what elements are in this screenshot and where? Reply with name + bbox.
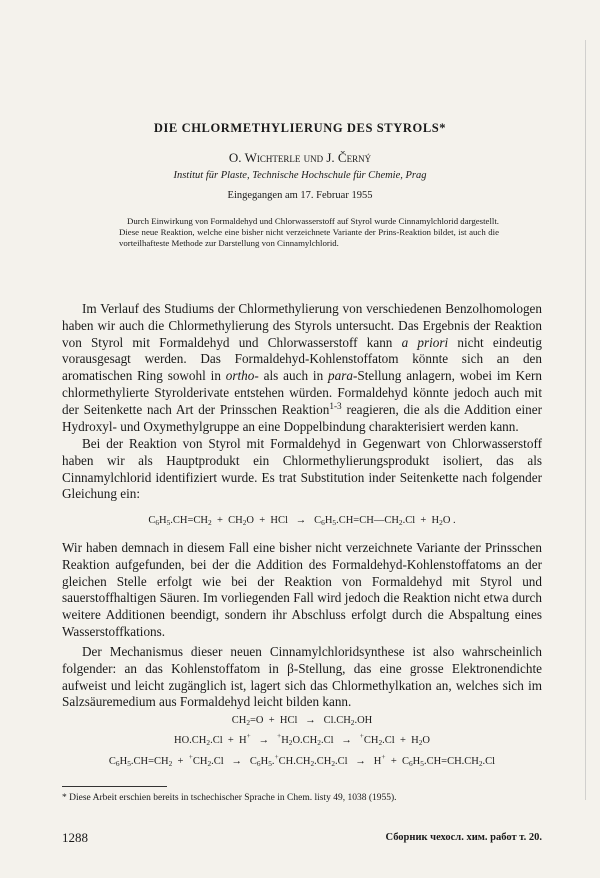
- equation-1: $C_6H_5.CH=CH_2 + CH_2O$ + HCl → $C_6H_5.CH=CH—CH_2.Cl + H_2O$ .: [148, 515, 456, 527]
- page-number: 1288: [62, 830, 88, 845]
- authors: O. Wichterle und J. Černý: [228, 150, 372, 165]
- received-date: Eingegangen am 17. Februar 1955: [227, 190, 373, 201]
- article-title: DIE CHLORMETHYLIERUNG DES STYROLS*: [153, 121, 447, 135]
- footnote: * Diese Arbeit erschien bereits in tschechischer Sprache in Chem. listy 49, 1038 (1955).: [62, 793, 397, 803]
- equation-4: $C_6H_5.CH=CH_2 + ^+CH_2.Cl \to C_6H_5.^+CH.CH_2.CH_2.Cl \to H^+ + C_6H_5.CH=CH.CH_2.Cl$: [108, 752, 496, 768]
- paragraph-2: Bei der Reaktion von Styrol mit Formaldehyd in Gegenwart von Chlorwasserstoff haben wir als Hauptprodukt ein Chlormethylierungsprodukt isoliert, das als Cinnamylchlorid identifiziert wurde. Es trat Substitution inder Seitenkette nach folgender Gleichung ein:: [62, 436, 542, 502]
- journal-reference: Сборник чехосл. хим. работ т. 20.: [385, 832, 542, 843]
- paragraph-4: Der Mechanismus dieser neuen Cinnamylchloridsynthese ist also wahrscheinlich folgender: an das Kohlenstoffatom in β-Stellung, das eine grosse Elektronendichte aufweist und leicht zugänglich ist, lagert sich das Chlormethylkation an, welches sich im Salzsäuremedium aus Formaldehyd leicht bilden kann.: [62, 644, 542, 710]
- abstract: Durch Einwirkung von Formaldehyd und Chlorwasserstoff auf Styrol wurde Cinnamylchlorid dargestellt. Diese neue Reaktion, welche eine bisher nicht verzeichnete Variante der Prins-Reaktion bildet, ist auch die vorteilhafteste Methode zur Darstellung von Cinnamylchlorid.: [119, 216, 499, 248]
- equation-3: $HO.CH_2.Cl + H^+ \to ^+H_2O.CH_2.Cl \to ^+CH_2.Cl + H_2O$: [174, 731, 430, 747]
- paragraph-1: Im Verlauf des Studiums der Chlormethylierung von verschiedenen Benzolhomologen haben wir auch die Chlormethylierung des Styrols untersucht. Das Ergebnis der Reaktion von Styrol mit Formaldehyd und Chlorwasserstoff kann a priori nicht eindeutig vorausgesagt werden. Das Formaldehyd-Kohlenstoffatom könnte sich an den aromatischen Ring sowohl in ortho- als auch in para-Stellung anlagern, wobei im Kern chlormethylierte Styrolderivate entstehen würden. Formaldehyd könnte jedoch auch mit der Seitenkette nach Art der Prinsschen Reaktion$^{1-3}$ reagieren, die als die Addition einer Hydroxyl- und Oxymethylgruppe an eine Doppelbindung charakterisiert werden kann.: [62, 301, 542, 434]
- institute: Institut für Plaste, Technische Hochschule für Chemie, Prag: [173, 170, 427, 181]
- footnote-rule: [62, 786, 167, 787]
- equation-2: $CH_2=O$ + HCl → $Cl.CH_2.OH$: [231, 715, 373, 727]
- paragraph-3: Wir haben demnach in diesem Fall eine bisher nicht verzeichnete Variante der Prinsschen Reaktion aufgefunden, bei der die Addition des Formaldehyd-Kohlenstoffatoms an der gleichen Stelle erfolgt wie bei der Reaktion von Formaldehyd mit Styrol und sauerstoffhaltigen Säuren. Im vorliegenden Fall wird jedoch die Reaktion nicht etwa durch weitere Additionen beendigt, sondern ihr Abschluss erfolgt durch die Abspaltung eines Wasserstoffkations.: [62, 540, 542, 639]
